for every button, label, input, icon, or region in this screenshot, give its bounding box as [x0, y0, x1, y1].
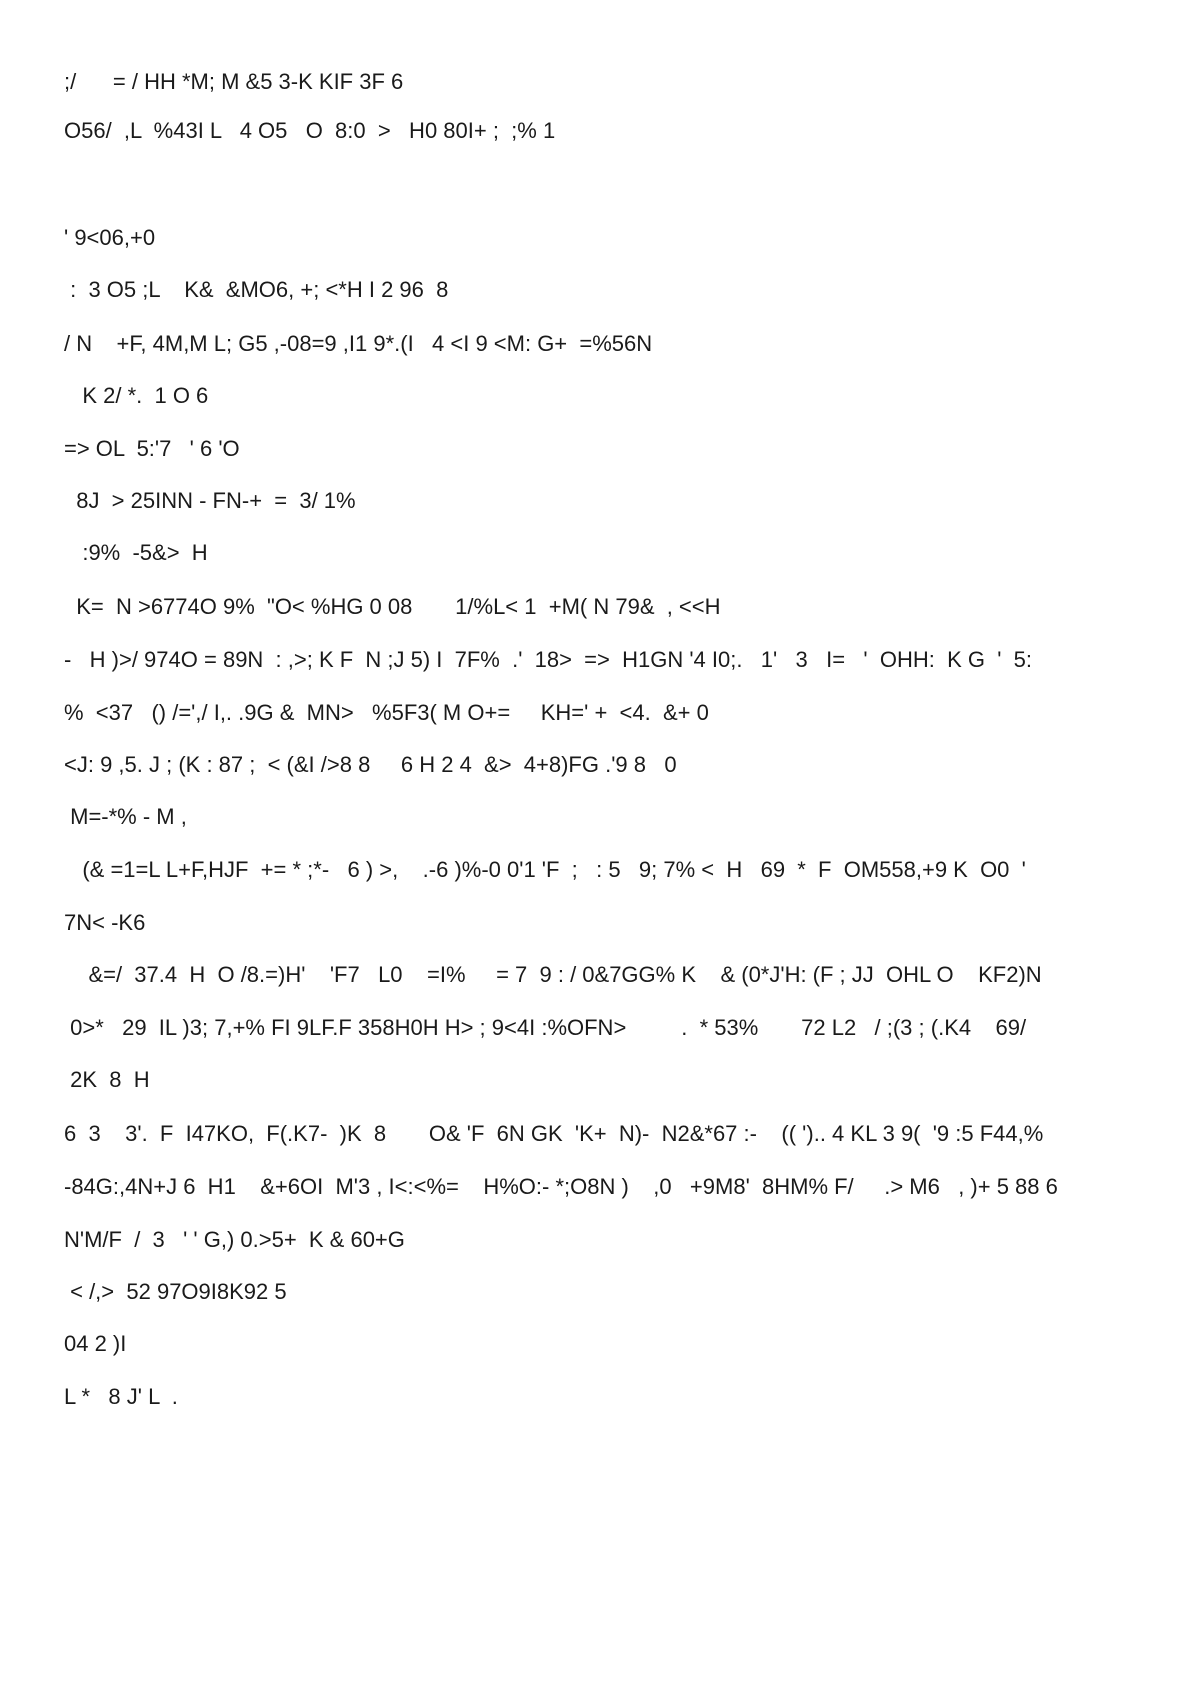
- text-line-14: M=-*% - M ,: [64, 804, 187, 829]
- text-line-5: / N +F, 4M,M L; G5 ,-08=9 ,I1 9*.(I 4 <I 9 <M: G+ =%56N: [64, 331, 653, 356]
- text-line-15: (& =1=L L+F,HJF += * ;*- 6 ) >, .-6 )%-0 0'1 'F ; : 5 9; 7% < H 69 * F OM558,+9 K O0 ': [64, 857, 1026, 882]
- text-line-4: : 3 O5 ;L K& &MO6, +; <*H I 2 96 8: [64, 277, 449, 302]
- text-line-20: 6 3 3'. F I47KO, F(.K7- )K 8 O& 'F 6N GK 'K+ N)- N2&*67 :- (( ').. 4 KL 3 9( '9 :5 F44,%: [64, 1121, 1044, 1146]
- text-line-9: :9% -5&> H: [64, 540, 208, 565]
- text-line-8: 8J > 25INN - FN-+ = 3/ 1%: [64, 488, 356, 513]
- text-line-2: O56/ ,L %43I L 4 O5 O 8:0 > H0 80I+ ; ;% 1: [64, 118, 556, 143]
- text-line-24: 04 2 )I: [64, 1331, 127, 1356]
- text-line-21: -84G:,4N+J 6 H1 &+6OI M'3 , I<:<%= H%O:- *;O8N ) ,0 +9M8' 8HM% F/ .> M6 , )+ 5 88 6: [64, 1174, 1058, 1199]
- text-line-22: N'M/F / 3 ' ' G,) 0.>5+ K & 60+G: [64, 1227, 405, 1252]
- text-line-23: < /,> 52 97O9I8K92 5: [64, 1279, 287, 1304]
- text-line-13: <J: 9 ,5. J ; (K : 87 ; < (&I />8 8 6 H 2 4 &> 4+8)FG .'9 8 0: [64, 752, 677, 777]
- text-line-7: => OL 5:'7 ' 6 'O: [64, 436, 240, 461]
- text-line-6: K 2/ *. 1 O 6: [64, 383, 209, 408]
- text-line-16: 7N< -K6: [64, 910, 146, 935]
- text-line-18: 0>* 29 IL )3; 7,+% FI 9LF.F 358H0H H> ; 9<4I :%OFN> . * 53% 72 L2 / ;(3 ; (.K4 69/: [64, 1015, 1027, 1040]
- text-line-3: ' 9<06,+0: [64, 225, 156, 250]
- text-line-17: &=/ 37.4 H O /8.=)H' 'F7 L0 =I% = 7 9 : / 0&7GG% K & (0*J'H: (F ; JJ OHL O KF2)N: [64, 962, 1042, 987]
- text-line-11: - H )>/ 974O = 89N : ,>; K F N ;J 5) I 7F% .' 18> => H1GN '4 I0;. 1' 3 I= ' OHH: K G ' 5:: [64, 647, 1032, 672]
- text-line-10: K= N >6774O 9% "O< %HG 0 08 1/%L< 1 +M( N 79& , <<H: [64, 594, 721, 619]
- text-line-12: % <37 () /=',/ I,. .9G & MN> %5F3( M O+= KH=' + <4. &+ 0: [64, 700, 709, 725]
- text-line-25: L * 8 J' L .: [64, 1384, 178, 1409]
- text-line-19: 2K 8 H: [64, 1067, 150, 1092]
- text-line-1: ;/ = / HH *M; M &5 3-K KIF 3F 6: [64, 69, 404, 94]
